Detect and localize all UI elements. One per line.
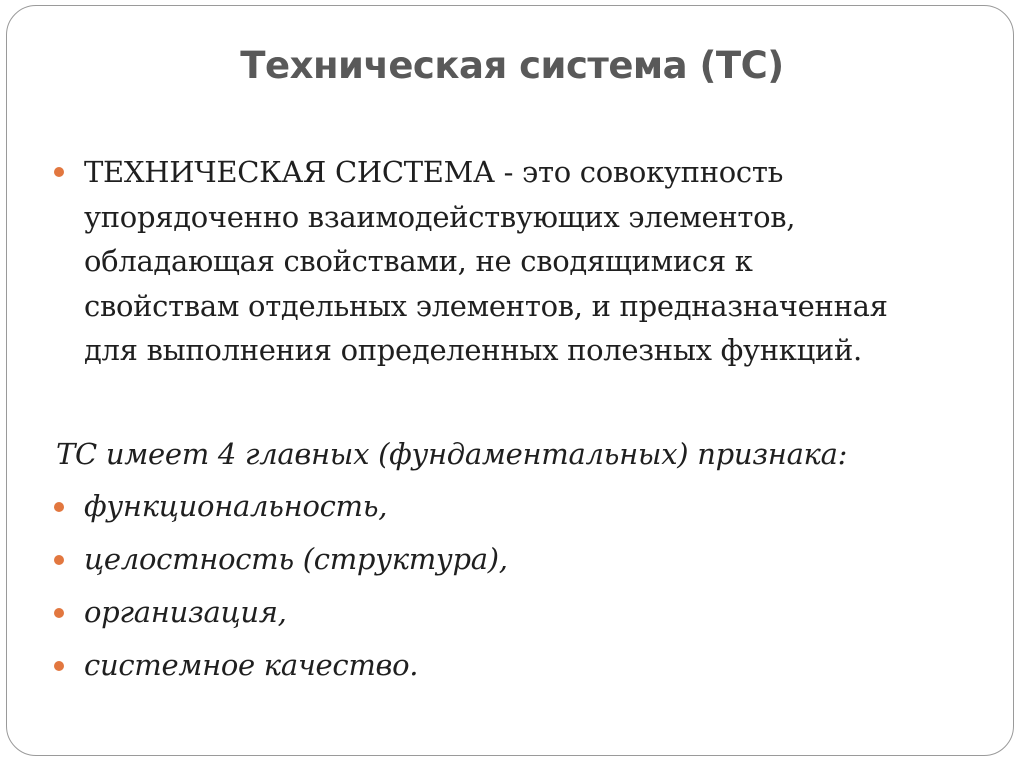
feature-label: целостность (структура),	[84, 542, 508, 576]
slide-title: Техническая система (ТС)	[240, 44, 784, 87]
feature-item	[52, 484, 508, 537]
bullet-dot-icon	[54, 661, 64, 671]
feature-item	[52, 590, 508, 643]
bullet-dot-icon	[54, 167, 64, 177]
features-list	[52, 484, 508, 696]
definition-line: упорядоченно взаимодействующих элементов,	[84, 199, 796, 234]
definition-block	[52, 150, 992, 373]
feature-label: функциональность,	[84, 489, 388, 523]
definition-bullet-item	[52, 150, 992, 373]
bullet-dot-icon	[54, 555, 64, 565]
feature-item	[52, 643, 508, 696]
definition-line: обладающая свойствами, не сводящимися к	[84, 244, 753, 278]
definition-text	[84, 150, 992, 373]
bullet-dot-icon	[54, 608, 64, 618]
definition-line: свойствам отдельных элементов, и предназначенная	[84, 288, 888, 323]
definition-line: ТЕХНИЧЕСКАЯ СИСТЕМА - это совокупность	[84, 155, 784, 189]
feature-label: организация,	[84, 595, 287, 629]
bullet-dot-icon	[54, 502, 64, 512]
features-intro: ТС имеет 4 главных (фундаментальных) признака:	[56, 437, 848, 471]
feature-label: системное качество.	[84, 648, 419, 682]
definition-line: для выполнения определенных полезных функций.	[84, 333, 862, 367]
feature-item	[52, 537, 508, 590]
